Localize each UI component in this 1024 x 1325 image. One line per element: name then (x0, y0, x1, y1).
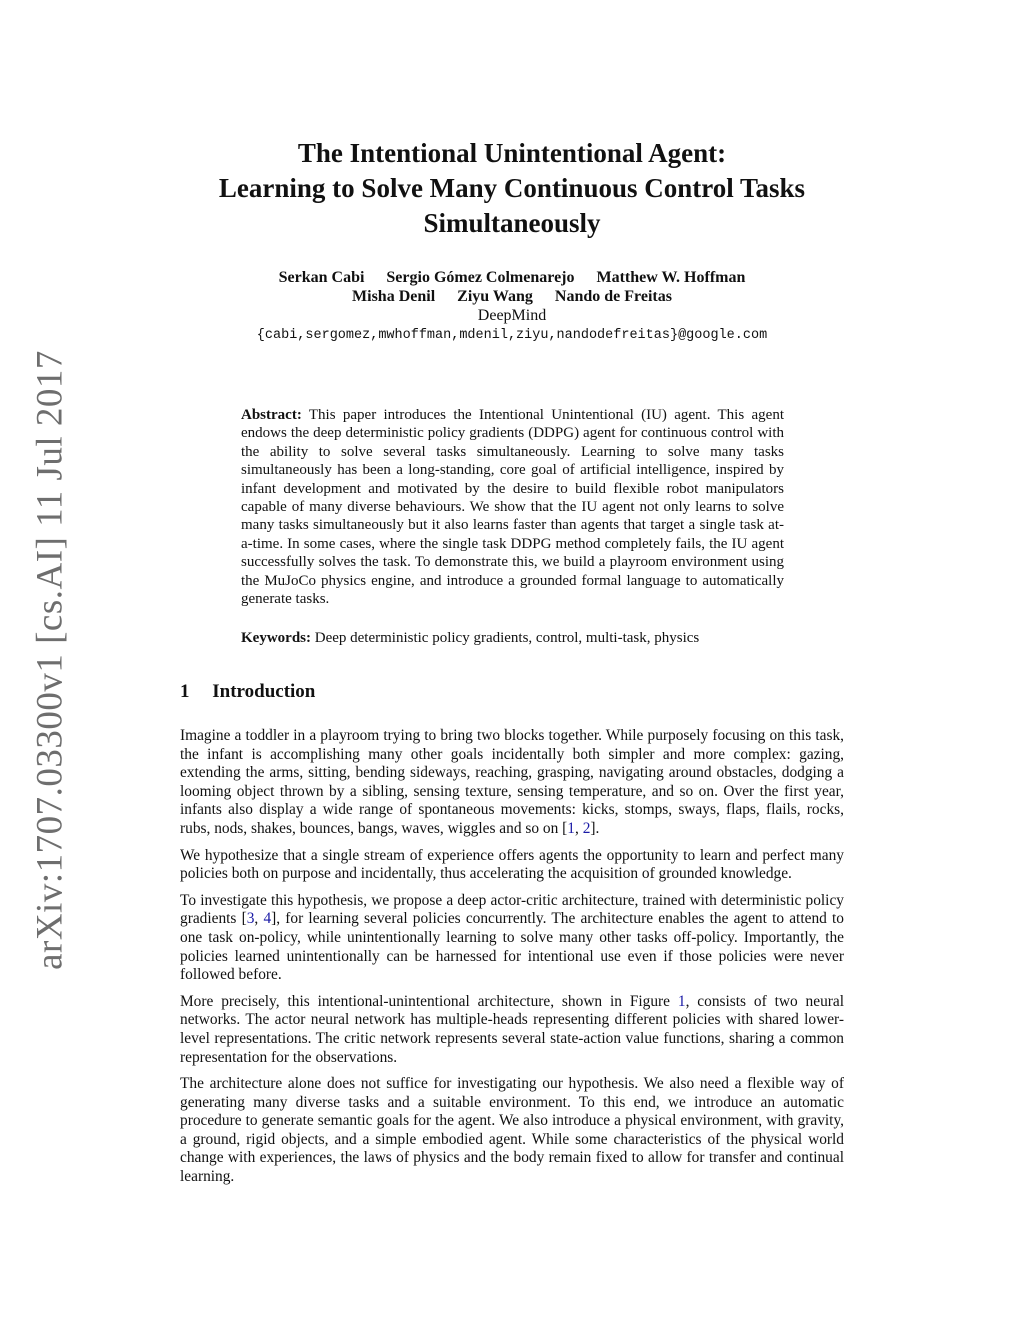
citation-link[interactable]: 4 (263, 910, 272, 928)
abstract (241, 406, 784, 608)
author-line (150, 287, 874, 306)
paragraph: We hypothesize that a single stream of experience offers agents the opportunity to learn and perfect many policies both on purpose and incidentally, thus accelerating the acquisition of grounded knowledge. (180, 846, 844, 883)
keywords-label: Keywords: (241, 630, 311, 646)
paragraph (180, 993, 844, 1067)
citation-link[interactable]: 2 (582, 819, 591, 837)
paragraph (180, 892, 844, 985)
abstract-label: Abstract: (241, 407, 302, 423)
paragraph-text: To investigate this hypothesis, we propose a deep actor-critic architecture, trained with deterministic policy gradients [ (180, 891, 844, 928)
paragraph-text: , consists of two neural networks. The actor neural network has multiple-heads representing different policies with shared lower-level representations. The critic network represents several state-action value functions, sharing a common representation for the observations. (180, 992, 845, 1066)
keywords-text: Deep deterministic policy gradients, control, multi-task, physics (314, 630, 700, 646)
paragraph-text: More precisely, this intentional-unintentional architecture, shown in Figure (180, 992, 678, 1010)
keywords (241, 629, 784, 647)
section-number: 1 (180, 681, 190, 702)
affiliation: DeepMind (477, 307, 547, 324)
title-line: Simultaneously (423, 208, 601, 238)
paragraph-text: ]. (590, 819, 600, 837)
author-name: Misha Denil (352, 288, 436, 305)
abstract-text: This paper introduces the Intentional Unintentional (IU) agent. This agent endows the deep deterministic policy gradients (DDPG) agent for continuous control with the ability to solve several tasks simultaneously. Learning to solve many tasks simultaneously has been a long-standing, core goal of artificial intelligence, inspired by infant development and motivated by the desire to build flexible robot manipulators capable of many diverse behaviours. We show that the IU agent not only learns to solve many tasks simultaneously but it also learns faster than agents that target a single task at-a-time. In some cases, where the single task DDPG method completely fails, the IU agent successfully solves the task. To demonstrate this, we build a playroom environment using the MuJoCo physics engine, and introduce a grounded formal language to automatically generate tasks. (241, 407, 784, 608)
citation-link[interactable]: 3 (246, 910, 255, 928)
title-line: The Intentional Unintentional Agent: (297, 138, 727, 168)
author-name: Ziyu Wang (457, 288, 533, 305)
author-name: Matthew W. Hoffman (596, 269, 746, 286)
author-name: Nando de Freitas (554, 288, 672, 305)
author-name: Serkan Cabi (278, 269, 365, 286)
section-title: Introduction (212, 681, 316, 702)
paragraph-text: ], for learning several policies concurrently. The architecture enables the agent to attend to one task on-policy, while unintentionally learning to solve many other tasks off-policy. Importantly, the policies learned unintentionally can be harnessed for intentional use even if those policies were never followed before. (180, 910, 844, 984)
paper-title (150, 136, 874, 241)
figure-reference-link[interactable]: 1 (677, 992, 686, 1010)
introduction-body (180, 727, 844, 1195)
paragraph: The architecture alone does not suffice for investigating our hypothesis. We also need a flexible way of generating many diverse tasks and a suitable environment. To this end, we introduce an automatic procedure to generate semantic goals for the agent. We also introduce a physical environment, with gravity, a ground, rigid objects, and a simple embodied agent. While some characteristics of the physical world change with experiences, the laws of physics and the body remain fixed to allow for transfer and continual learning. (180, 1075, 844, 1186)
citation-separator: , (574, 819, 583, 837)
author-block (150, 268, 874, 345)
citation-separator: , (254, 910, 264, 928)
paragraph (180, 727, 844, 839)
section-heading-introduction (180, 681, 315, 703)
title-line: Learning to Solve Many Continuous Control Tasks (218, 173, 806, 203)
paragraph-text: Imagine a toddler in a playroom trying to bring two blocks together. While purposely focusing on this task, the infant is accomplishing many other goals incidentally both simpler and more complex: gazing, extending the arms, sitting, bending sideways, reaching, grasping, navigating around obstacles, dodging a looming object thrown by a sibling, sensing texture, sensing temperature, and so on. Over the first year, infants also display a wide range of spontaneous movements: kicks, stomps, sways, flaps, flails, rocks, rubs, nods, shakes, bounces, bangs, waves, wiggles and so on [ (180, 727, 844, 837)
arxiv-identifier-stamp: arXiv:1707.03300v1 [cs.AI] 11 Jul 2017 (29, 350, 71, 970)
author-name: Sergio Gómez Colmenarejo (386, 269, 575, 286)
author-line (150, 268, 874, 287)
author-emails: {cabi,sergomez,mwhoffman,mdenil,ziyu,nandodefreitas}@google.com (256, 328, 768, 343)
citation-link[interactable]: 1 (567, 819, 575, 837)
